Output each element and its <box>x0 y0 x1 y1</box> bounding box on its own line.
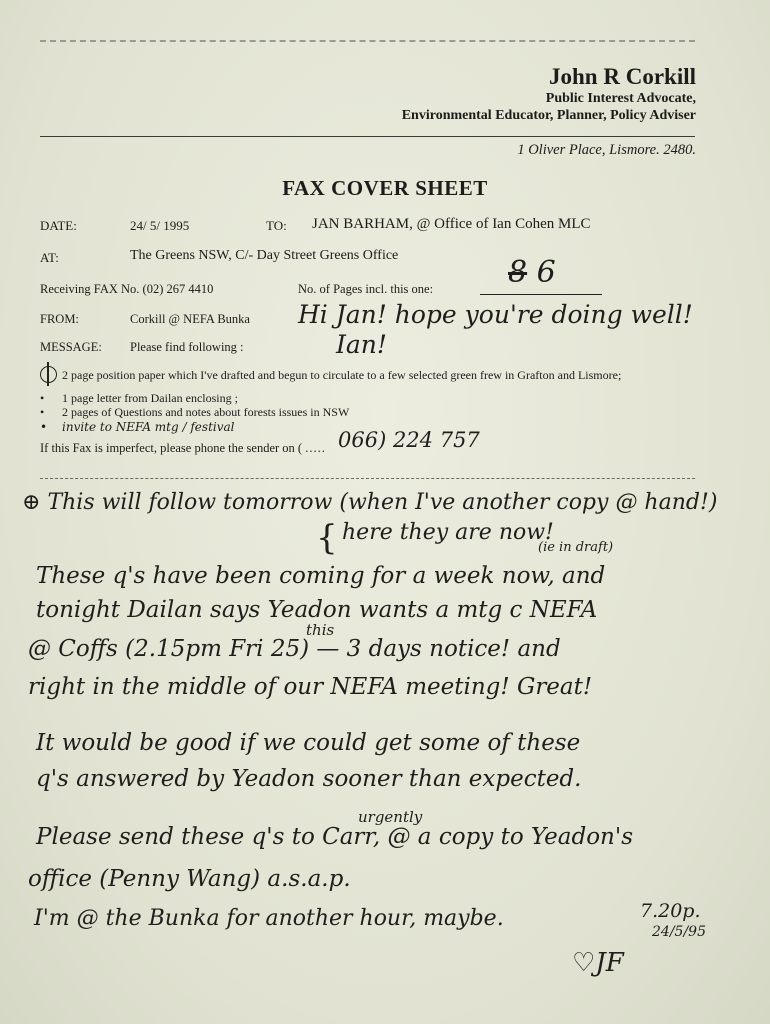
note-line-6: right in the middle of our NEFA meeting! Great! <box>28 674 593 700</box>
note-line-2b: (ie in draft) <box>538 540 614 555</box>
document-title: FAX COVER SHEET <box>282 176 488 200</box>
to-value: JAN BARHAM, @ Office of Ian Cohen MLC <box>312 216 591 232</box>
note-line-9-insert: urgently <box>358 808 423 826</box>
note-time: 7.20p. <box>640 900 701 922</box>
note-line-10: office (Penny Wang) a.s.a.p. <box>28 866 351 892</box>
sender-phone: 066) 224 757 <box>338 428 480 452</box>
pages-value: 8 6 <box>508 255 556 290</box>
brace-left-icon: { <box>316 518 338 558</box>
note-line-1: ⊕ This will follow tomorrow (when I've another copy @ hand!) <box>22 490 718 515</box>
note-line-2: here they are now! <box>342 520 554 545</box>
message-value: Please find following : <box>130 340 244 354</box>
at-label: AT: <box>40 250 59 265</box>
top-dotted-rule <box>40 40 695 42</box>
letterhead-rule <box>40 136 695 137</box>
pages-fill-line <box>480 294 602 295</box>
from-label: FROM: <box>40 312 79 326</box>
message-label: MESSAGE: <box>40 340 102 354</box>
sender-role-line2: Environmental Educator, Planner, Policy Adviser <box>401 108 696 123</box>
mid-dotted-rule <box>40 478 695 479</box>
list-item: • 2 pages of Questions and notes about forests issues in NSW <box>40 405 350 419</box>
sender-role-line1: Public Interest Advocate, <box>545 91 696 106</box>
sender-address: 1 Oliver Place, Lismore. 2480. <box>517 142 696 158</box>
enclosure-list <box>40 368 710 434</box>
note-line-3: These q's have been coming for a week now, and <box>36 563 606 589</box>
fax-number-label: Receiving FAX No. (02) 267 4410 <box>40 282 214 296</box>
note-line-5-insert: this <box>306 621 335 639</box>
note-line-7: It would be good if we could get some of these <box>36 730 581 756</box>
note-line-9: Please send these q's to Carr, @ a copy to Yeadon's <box>36 824 634 850</box>
circled-plus-icon: ⊕ <box>22 490 41 515</box>
list-item: 2 page position paper which I've drafted and begun to circulate to a few selected green frew in Grafton and Lismore; <box>40 368 710 389</box>
to-label: TO: <box>266 218 287 233</box>
at-value: The Greens NSW, C/- Day Street Greens Office <box>130 248 399 263</box>
from-value: Corkill @ NEFA Bunka <box>130 312 250 326</box>
note-line-11: I'm @ the Bunka for another hour, maybe. <box>34 906 504 931</box>
sender-name: John R Corkill <box>549 64 696 89</box>
date-label: DATE: <box>40 218 77 233</box>
list-item-handwritten: • invite to NEFA mtg / festival <box>40 419 235 434</box>
pages-count: 6 <box>536 255 556 290</box>
date-value: 24/ 5/ 1995 <box>130 218 190 233</box>
note-date: 24/5/95 <box>652 924 706 940</box>
note-line-5: @ Coffs (2.15pm Fri 25) — 3 days notice! and <box>28 636 561 662</box>
note-line-8: q's answered by Yeadon sooner than expected. <box>36 766 582 792</box>
imperfect-notice: If this Fax is imperfect, please phone the sender on ( ..... <box>40 441 326 455</box>
pages-label: No. of Pages incl. this one: <box>298 282 434 296</box>
list-item: • 1 page letter from Dailan enclosing ; <box>40 390 238 405</box>
note-line-4: tonight Dailan says Yeadon wants a mtg c NEFA <box>36 597 598 623</box>
circled-plus-icon <box>40 366 57 383</box>
signature: ♡JF <box>572 948 624 978</box>
handwritten-greeting-line2: Ian! <box>336 330 387 359</box>
handwritten-greeting-line1: Hi Jan! hope you're doing well! <box>298 300 693 329</box>
